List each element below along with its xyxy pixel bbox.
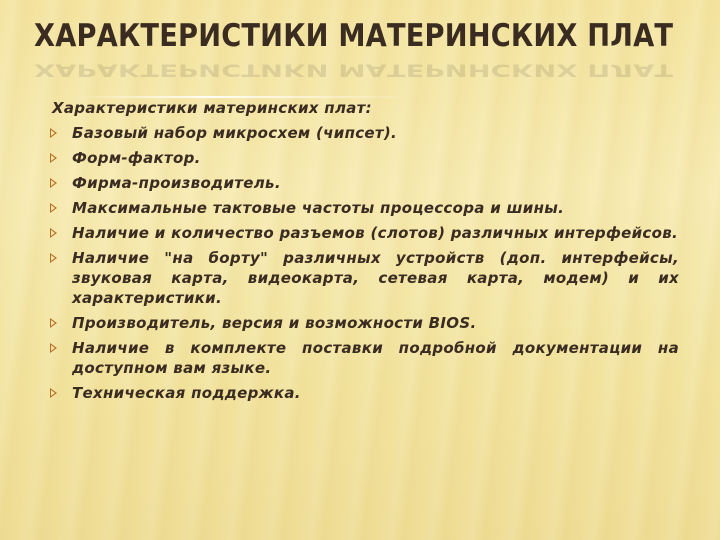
- list-item-text: Фирма-производитель.: [72, 174, 281, 192]
- list-item: [47, 338, 679, 378]
- bullet-list: [47, 123, 679, 403]
- list-item: [47, 173, 679, 193]
- arrow-bullet-icon: [50, 128, 57, 138]
- list-item-text: Наличие в комплекте поставки подробной документации на доступном вам языке.: [72, 339, 679, 377]
- list-item-text: Базовый набор микросхем (чипсет).: [72, 124, 398, 142]
- arrow-bullet-icon: [50, 178, 57, 188]
- list-item-text: Наличие "на борту" различных устройств (доп. интерфейсы, звуковая карта, видеокарта, сетевая карта, модем) и их характеристики.: [72, 249, 679, 307]
- list-item-text: Производитель, версия и возможности BIOS.: [72, 314, 477, 332]
- list-item-text: Техническая поддержка.: [72, 384, 301, 402]
- arrow-bullet-icon: [50, 388, 57, 398]
- arrow-bullet-icon: [50, 203, 57, 213]
- list-item-text: Форм-фактор.: [72, 149, 201, 167]
- arrow-bullet-icon: [50, 253, 57, 263]
- slide-title-reflection: ХАРАКТЕРИСТИКИ МАТЕРИНСКИХ ПЛАТ: [34, 60, 674, 80]
- list-item: [47, 223, 679, 243]
- arrow-bullet-icon: [50, 318, 57, 328]
- slide-content: [47, 98, 679, 408]
- intro-text: Характеристики материнских плат:: [52, 99, 372, 117]
- list-item: [47, 198, 679, 218]
- slide-title: ХАРАКТЕРИСТИКИ МАТЕРИНСКИХ ПЛАТ: [34, 18, 674, 54]
- list-item: [47, 313, 679, 333]
- list-item: [47, 148, 679, 168]
- title-area: [34, 14, 694, 94]
- list-item: [47, 123, 679, 143]
- list-item: [47, 248, 679, 308]
- list-item-text: Наличие и количество разъемов (слотов) различных интерфейсов.: [72, 224, 679, 242]
- arrow-bullet-icon: [50, 343, 57, 353]
- list-item-text: Максимальные тактовые частоты процессора и шины.: [72, 199, 565, 217]
- list-item: [47, 383, 679, 403]
- arrow-bullet-icon: [50, 153, 57, 163]
- arrow-bullet-icon: [50, 228, 57, 238]
